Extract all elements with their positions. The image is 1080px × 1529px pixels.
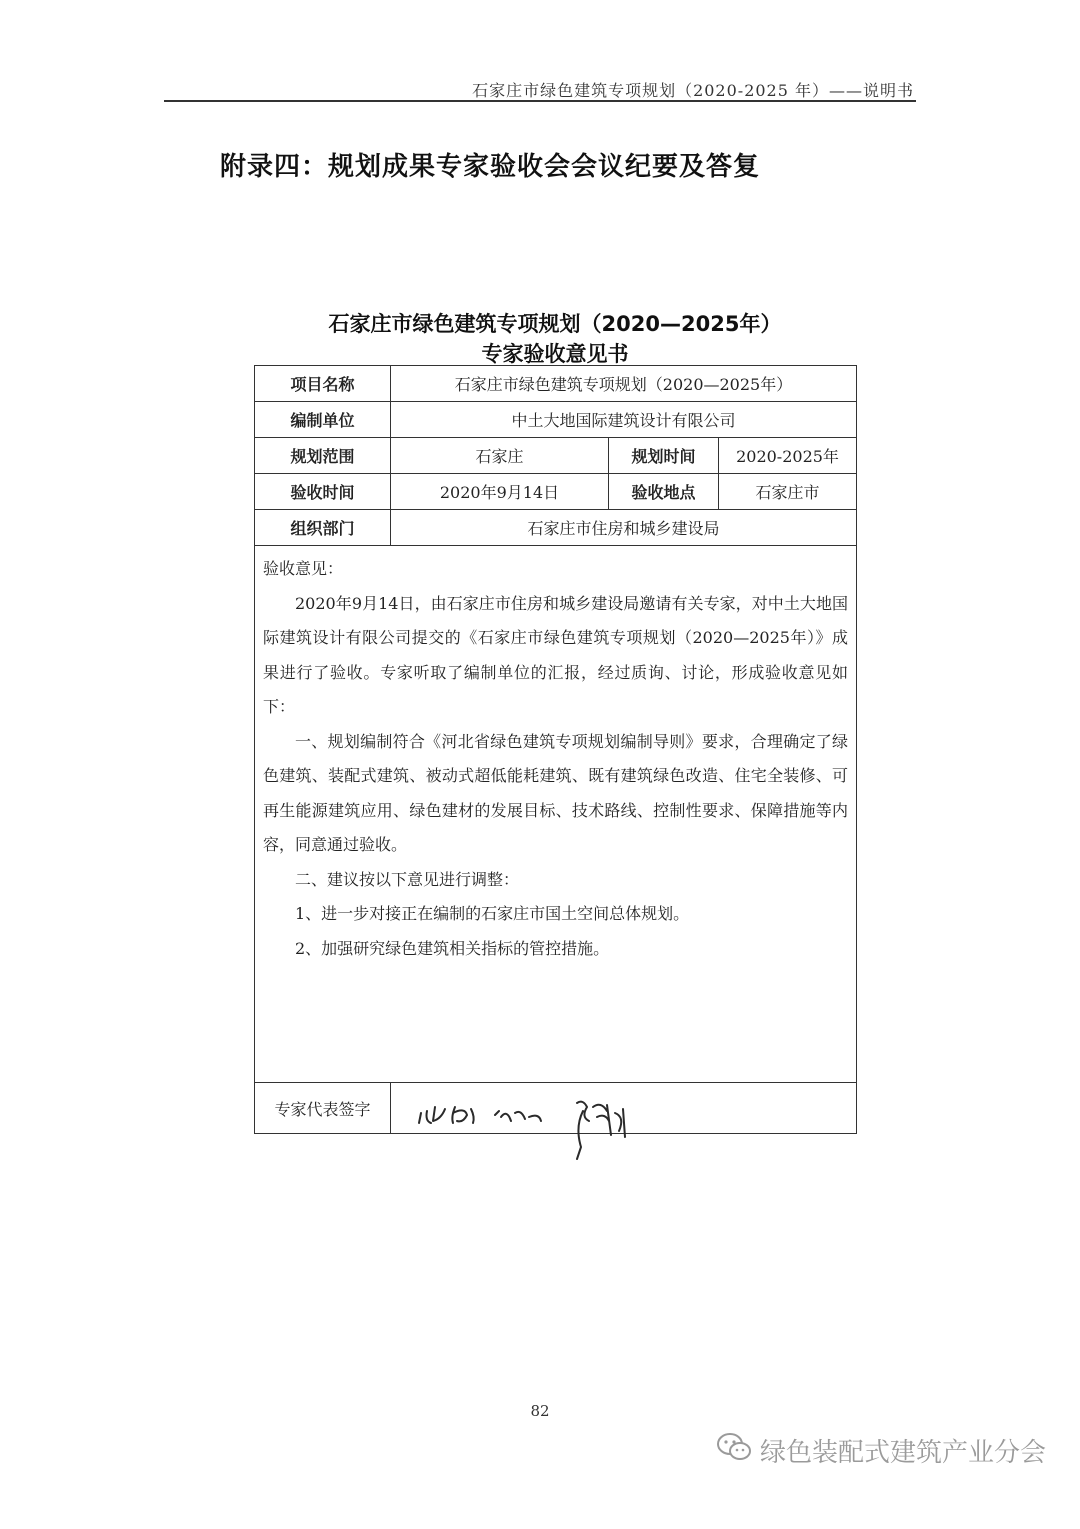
wechat-icon	[716, 1432, 752, 1469]
appendix-title: 附录四：规划成果专家验收会会议纪要及答复	[220, 152, 761, 182]
running-header: 石家庄市绿色建筑专项规划（2020-2025 年）——说明书	[472, 81, 914, 100]
review-form-table	[254, 365, 857, 1134]
opinion-paragraph: 二、建议按以下意见进行调整：	[295, 869, 520, 889]
form-row-scope	[255, 438, 857, 474]
opinion-paragraph: 1、进一步对接正在编制的石家庄市国土空间总体规划。	[295, 904, 690, 923]
organizer-value: 石家庄市住房和城乡建设局	[391, 510, 857, 546]
form-row-review	[255, 474, 857, 510]
opinion-paragraph: 2020年9月14日，由石家庄市住房和城乡建设局邀请有关专家，对中土大地国际建筑设计有限公司提交的《石家庄市绿色建筑专项规划（2020—2025年）》成果进行了验收。专家听取了编制单位的汇报，经过质询、讨论，形成验收意见如下：	[263, 593, 849, 716]
form-row-organizer	[255, 510, 857, 546]
form-row-project-name	[255, 366, 857, 402]
review-time-value: 2020年9月14日	[391, 474, 609, 510]
project-name-label: 项目名称	[255, 366, 391, 402]
review-place-value: 石家庄市	[719, 474, 857, 510]
compiler-label: 编制单位	[255, 402, 391, 438]
review-time-label: 验收时间	[255, 474, 391, 510]
form-row-compiler	[255, 402, 857, 438]
scope-label: 规划范围	[255, 438, 391, 474]
review-place-label: 验收地点	[609, 474, 719, 510]
signature-area	[391, 1083, 857, 1134]
watermark	[716, 1432, 1046, 1469]
form-row-signature	[255, 1083, 857, 1134]
period-label: 规划时间	[609, 438, 719, 474]
handwritten-signature	[411, 1087, 681, 1167]
form-subtitle: 专家验收意见书	[481, 342, 629, 366]
form-row-opinion	[255, 546, 857, 1083]
page-number: 82	[530, 1402, 550, 1420]
watermark-text: 绿色装配式建筑产业分会	[759, 1438, 1046, 1468]
opinion-paragraph: 一、规划编制符合《河北省绿色建筑专项规划编制导则》要求，合理确定了绿色建筑、装配式建筑、被动式超低能耗建筑、既有建筑绿色改造、住宅全装修、可再生能源建筑应用、绿色建材的发展目标、技术路线、控制性要求、保障措施等内容，同意通过验收。	[263, 731, 849, 854]
opinion-cell	[255, 546, 857, 1083]
form-title: 石家庄市绿色建筑专项规划（2020—2025年）	[328, 312, 782, 336]
opinion-paragraph: 2、加强研究绿色建筑相关指标的管控措施。	[295, 938, 610, 958]
period-value: 2020-2025年	[719, 438, 857, 474]
header-rule	[164, 100, 916, 102]
opinion-heading: 验收意见：	[263, 559, 344, 578]
project-name-value: 石家庄市绿色建筑专项规划（2020—2025年）	[391, 366, 857, 402]
compiler-value: 中土大地国际建筑设计有限公司	[391, 402, 857, 438]
signature-label: 专家代表签字	[255, 1083, 391, 1134]
organizer-label: 组织部门	[255, 510, 391, 546]
scope-value: 石家庄	[391, 438, 609, 474]
